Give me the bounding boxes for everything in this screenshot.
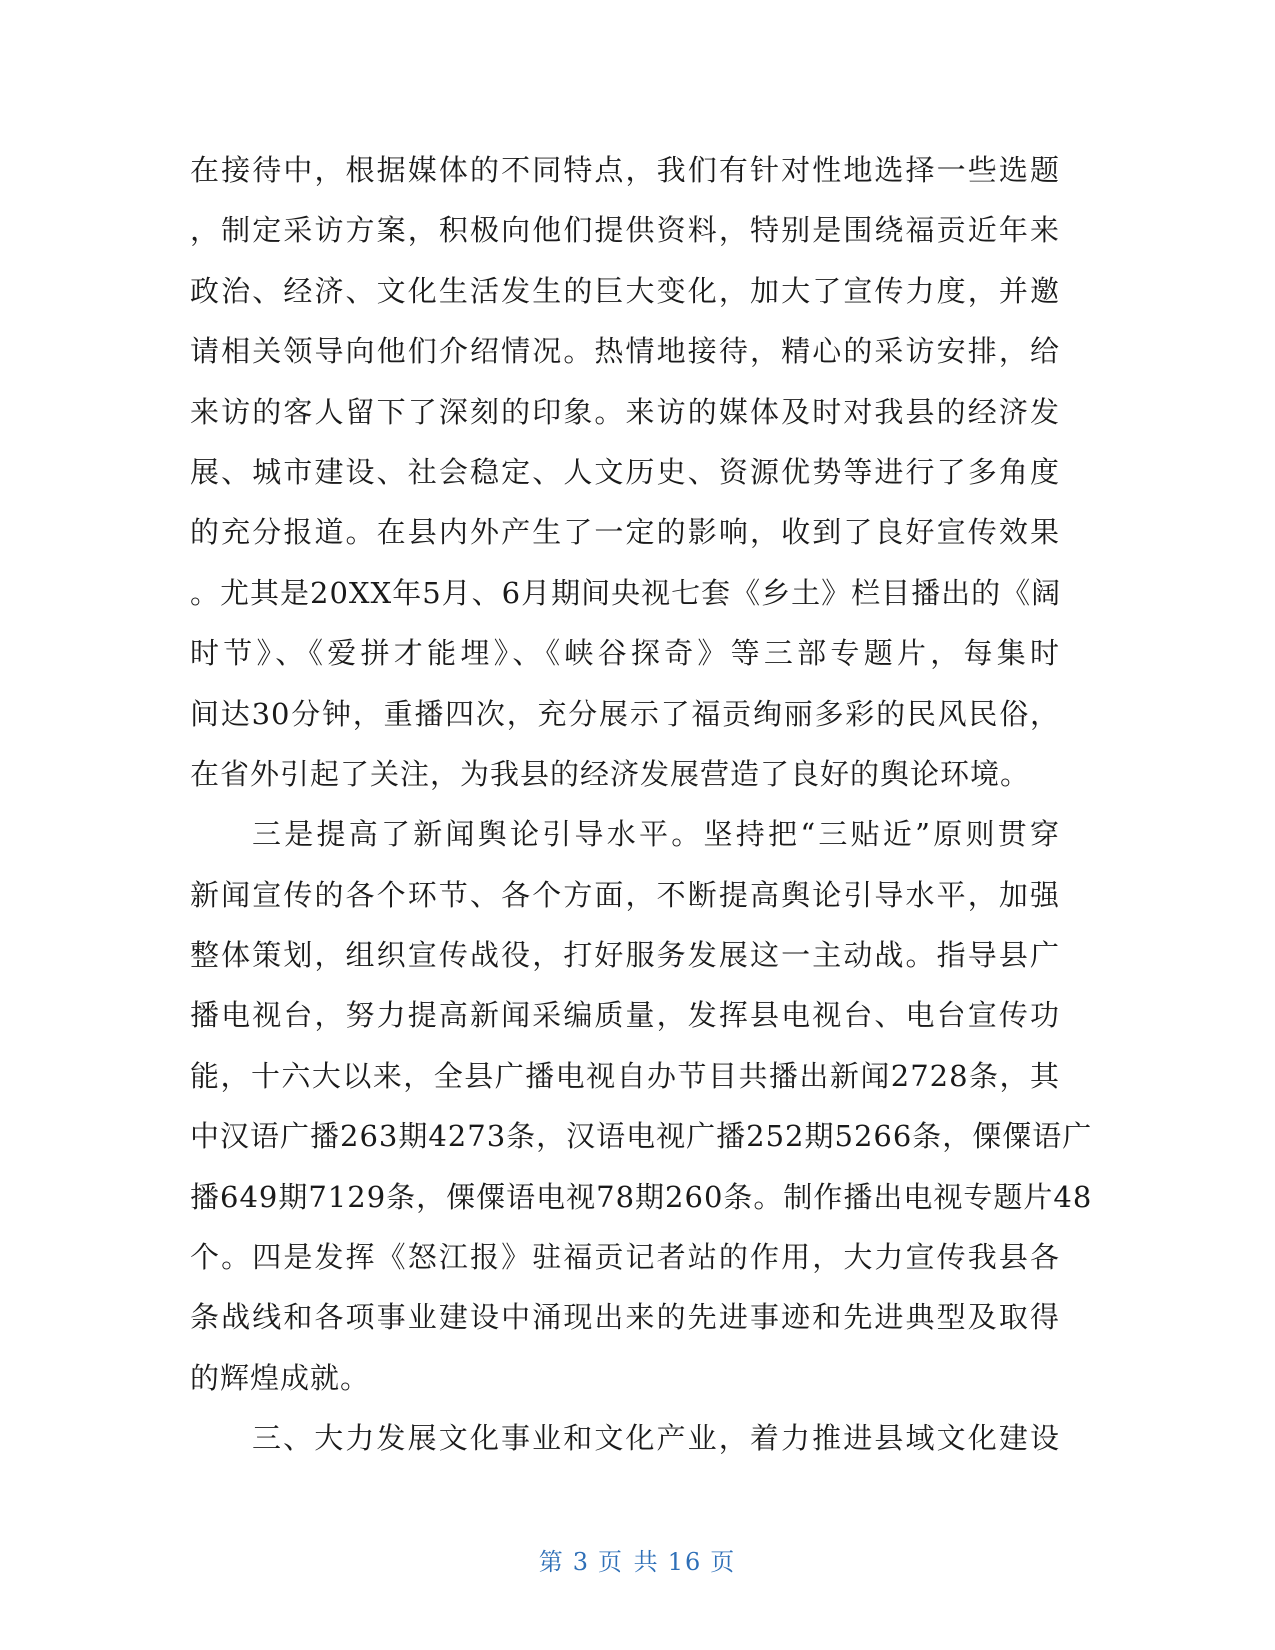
body-text [190, 140, 1093, 1469]
text-line: 来访的客人留下了深刻的印象。来访的媒体及时对我县的经济发 [190, 394, 1060, 429]
text-line: 三是提高了新闻舆论引导水平。坚持把“三贴近”原则贯穿 [252, 817, 1060, 852]
footer-suffix: 页 [710, 1548, 737, 1576]
text-line: 。尤其是20XX年5月、6月期间央视七套《乡土》栏目播出的《阔 [190, 575, 1062, 610]
total-page-count: 16 [667, 1548, 703, 1576]
text-line: 请相关领导向他们介绍情况。热情地接待，精心的采访安排，给 [190, 334, 1060, 369]
text-line: 展、城市建设、社会稳定、人文历史、资源优势等进行了多角度 [190, 454, 1060, 489]
text-line: 在接待中，根据媒体的不同特点，我们有针对性地选择一些选题 [190, 153, 1060, 187]
page-footer [0, 1542, 1275, 1577]
footer-prefix: 第 [538, 1548, 565, 1576]
text-line: 个。四是发挥《怒江报》驻福贡记者站的作用，大力宣传我县各 [190, 1240, 1060, 1275]
text-line: 播649期7129条，傈僳语电视78期260条。制作播出电视专题片48 [190, 1179, 1093, 1214]
text-line: 能，十六大以来，全县广播电视自办节目共播出新闻2728条，其 [190, 1058, 1060, 1093]
footer-middle: 页 共 [598, 1548, 660, 1576]
text-line: 政治、经济、文化生活发生的巨大变化，加大了宣传力度，并邀 [190, 273, 1060, 308]
section-heading: 三、大力发展文化事业和文化产业，着力推进县域文化建设 [252, 1421, 1060, 1456]
text-line: 的辉煌成就。 [190, 1360, 371, 1395]
text-line: 的充分报道。在县内外产生了一定的影响，收到了良好宣传效果 [190, 515, 1060, 550]
text-line: 新闻宣传的各个环节、各个方面，不断提高舆论引导水平，加强 [190, 877, 1060, 912]
current-page-number: 3 [572, 1548, 591, 1576]
text-line: 时节》、《爱拼才能埋》、《峡谷探奇》等三部专题片，每集时 [190, 636, 1060, 671]
text-line: 条战线和各项事业建设中涌现出来的先进事迹和先进典型及取得 [190, 1300, 1060, 1335]
text-line: 整体策划，组织宣传战役，打好服务发展这一主动战。指导县广 [190, 938, 1060, 973]
text-line: 间达30分钟，重播四次，充分展示了福贡绚丽多彩的民风民俗， [190, 696, 1060, 731]
text-line: ，制定采访方案，积极向他们提供资料，特别是围绕福贡近年来 [190, 213, 1060, 248]
text-line: 中汉语广播263期4273条，汉语电视广播252期5266条，傈僳语广 [190, 1119, 1093, 1154]
text-line: 播电视台，努力提高新闻采编质量，发挥县电视台、电台宣传功 [190, 998, 1060, 1033]
text-line: 在省外引起了关注，为我县的经济发展营造了良好的舆论环境。 [190, 756, 1031, 791]
